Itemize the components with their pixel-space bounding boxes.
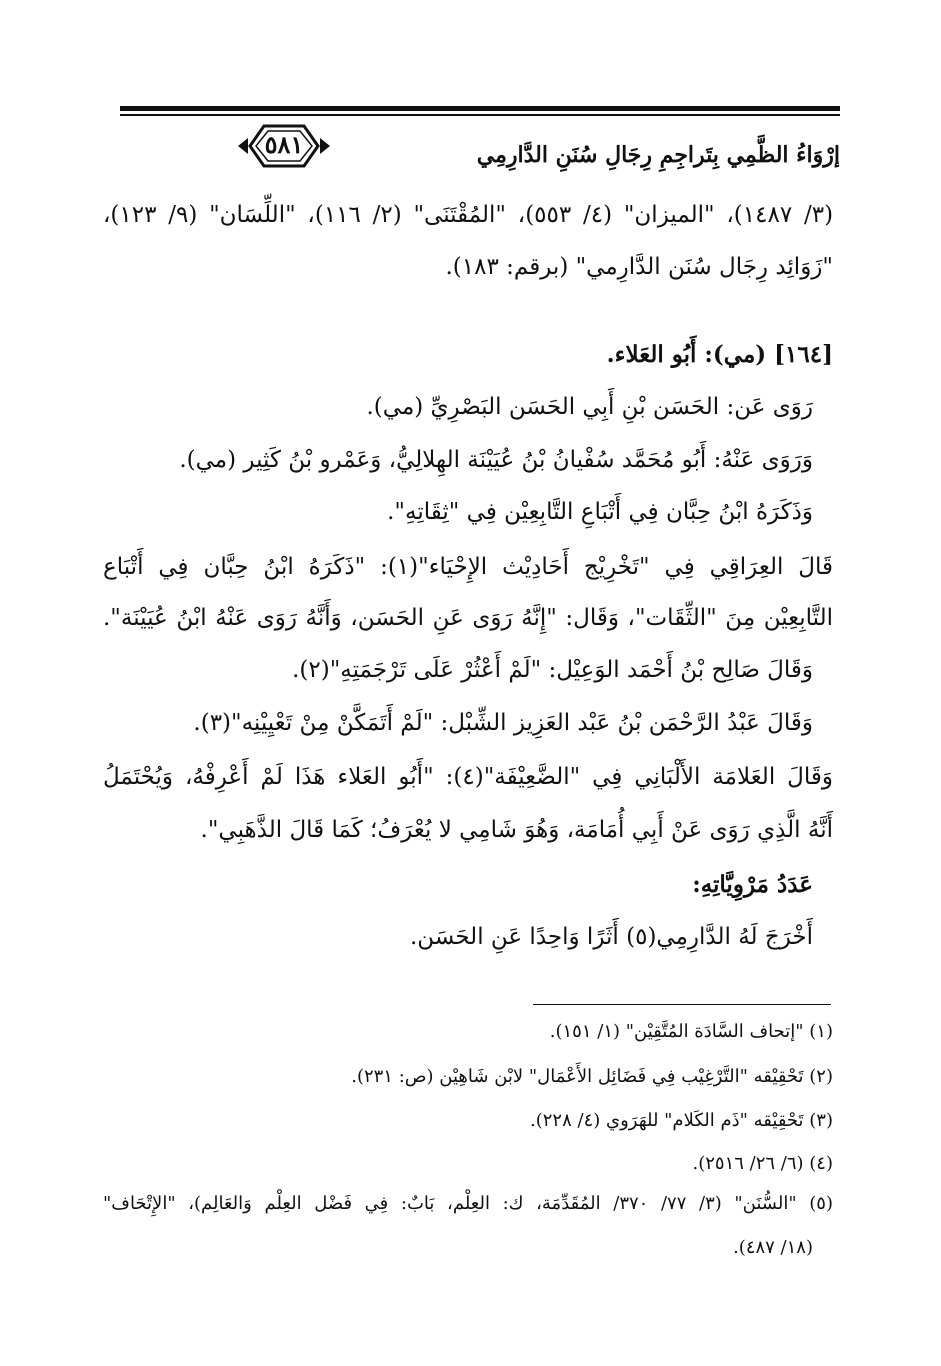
text-line: (٣/ ١٤٨٧)، "الميزان" (٤/ ٥٥٣)، "المُقْتَنَى" (٢/ ١١٦)، "اللِّسَان" (٩/ ١٢٣)، (103, 202, 834, 228)
text-line: وَقَالَ صَالِح بْنُ أَحْمَد الوَعِيْل: "لَمْ أَعْثُرْ عَلَى تَرْجَمَتِهِ"(٢). (292, 657, 813, 683)
text-line: وَقَالَ عَبْدُ الرَّحْمَن بْنُ عَبْد العَزِيز الشِّبْل: "لَمْ أَتَمَكَّنْ مِنْ تَعْيِيْنِه"(٣). (193, 710, 813, 736)
text-line: وَذَكَرَهُ ابْنُ حِبَّان فِي أَتْبَاعِ التَّابِعِيْن فِي "ثِقَاتِهِ". (387, 499, 813, 525)
text-line: وَرَوَى عَنْهُ: أَبُو مُحَمَّد سُفْيانُ بْنُ عُيَيْنَة الهِلالِيُّ، وَعَمْرو بْنُ كَثِير (مي). (179, 447, 813, 473)
text-line: رَوَى عَن: الحَسَن بْنِ أَبِي الحَسَن البَصْرِيِّ (مي). (366, 394, 813, 420)
footnote: (٣) تَحْقِيْقه "ذَم الكَلام" للهَرَوي (٤/ ٢٢٨). (530, 1110, 833, 1131)
page-number: ٥٨١ (264, 130, 304, 159)
footnote: (١) "إتحاف السَّادَة المُتَّقِيْن" (١/ ١٥١). (549, 1021, 833, 1042)
footnote: (٥) "السُّنَن" (٣/ ٧٧/ ٣٧٠/ المُقَدِّمَة، ك: العِلْم، بَابٌ: فِي فَضْل العِلْم وَالعَالِم)، "الإِتْحَاف" (103, 1193, 833, 1214)
footnote: (٢) تَحْقِيْقه "التَّرْغِيْب فِي فَضَائِل الأَعْمَال" لابْن شَاهِيْن (ص: ٢٣١). (351, 1066, 833, 1087)
text-line: أَخْرَجَ لَهُ الدَّارِمِي(٥) أَثَرًا وَاحِدًا عَنِ الحَسَن. (410, 924, 813, 950)
text-line: وَقَالَ العَلامَة الأَلْبَانِي فِي "الضَّعِيْفَة"(٤): "أَبُو العَلاء هَذَا لَمْ أَعْرِفْهُ، وَيُحْتَمَلُ (103, 764, 834, 790)
footnote-separator (533, 1004, 831, 1005)
text-line: أَنَّهُ الَّذِي رَوَى عَنْ أَبِي أُمَامَة، وَهُوَ شَامِي لا يُعْرَفُ؛ كَمَا قَالَ الذَّهَبِي". (200, 817, 833, 843)
footnote-continuation: (١٨/ ٤٨٧). (733, 1237, 813, 1258)
section-heading: عَدَدُ مَرْوِيَّاتِهِ: (692, 871, 813, 898)
footnote: (٤) (٦/ ٢٦/ ٢٥١٦). (692, 1153, 833, 1174)
entry-heading: [١٦٤] (مي): أَبُو العَلاء. (606, 341, 833, 368)
text-line: التَّابِعِيْن مِنَ "الثِّقَات"، وَقَال: "إِنَّهُ رَوَى عَنِ الحَسَن، وَأَنَّهُ رَوَى عَنْهُ ابْنُ عُيَيْنَة". (103, 605, 833, 631)
text-line: قَالَ العِرَاقِي فِي "تَخْرِيْج أَحَادِيْث الإِحْيَاء"(١): "ذَكَرَهُ ابْنُ حِبَّان فِي أَتْبَاع (103, 554, 833, 580)
text-line: "زَوَائِد رِجَال سُنَن الدَّارِمي" (برقم: ١٨٣). (445, 254, 833, 280)
running-title: إرْوَاءُ الظَّمِي بِتَراجِمِ رِجَالِ سُنَنِ الدَّارِمِي (476, 142, 840, 168)
